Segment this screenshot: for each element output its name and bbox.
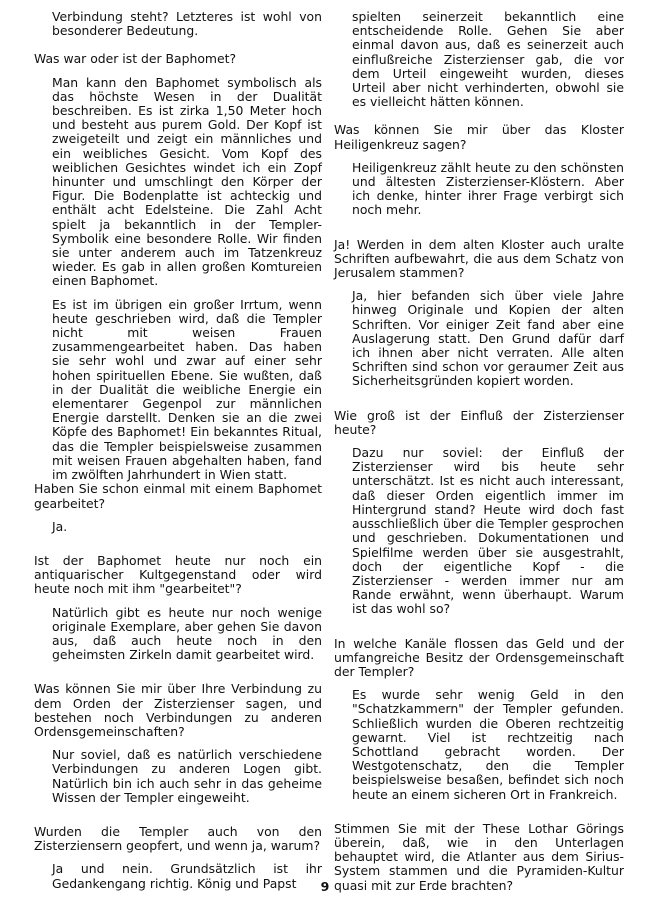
- answer-ancient-scripts: Ja, hier befanden sich über viele Jahre hinweg Originale und Kopien der alten Schriften. Vor einiger Zeit fand aber eine Auslagerung statt. Den Grund dafür darf ich ihnen aber nicht verraten. Alle alten Schriften sind schon vor geraumer Zeit aus Sicherheitsgründen kopiert worden.: [352, 288, 624, 389]
- paragraph-continuation: Verbindung steht? Letzteres ist wohl von besonderer Bedeutung.: [52, 9, 322, 39]
- right-column: [334, 10, 624, 893]
- left-column: [34, 10, 322, 891]
- answer-yes: Ja.: [52, 518, 68, 534]
- answer-templars-sacrificed: Ja und nein. Grundsätzlich ist ihr Gedankengang richtig. König und Papst: [52, 861, 322, 891]
- answer-heiligenkreuz: Heiligenkreuz zählt heute zu den schönsten und ältesten Zisterzienser-Klöstern. Aber ich denke, hinter ihrer Frage verbirgt sich noch mehr.: [352, 159, 624, 218]
- paragraph-continuation-right: spielten seinerzeit bekanntlich eine entscheidende Rolle. Gehen Sie aber einmal davon aus, daß es seinerzeit auch einflußreiche Zisterzienser gab, die vor dem Urteil eingeweiht wurden, dieses Urteil aber nicht verhinderten, obwohl sie es vielleicht hätten können.: [352, 9, 624, 110]
- answer-baphomet-2: Es ist im übrigen ein großer Irrtum, wenn heute geschrieben wird, daß die Templer nicht mit weisen Frauen zusammengearbeitet haben. Das haben sie sehr wohl und zwar auf einer sehr hohen spirituellen Ebene. Sie wußten, daß in der Dualität die weibliche Energie ein elementarer Gegenpol zur männlichen Energie darstellt. Denken sie an die zwei Köpfe des Baphomet! Ein bekanntes Ritual, das die Templer beispielsweise zusammen mit weisen Frauen abgehalten haben, fand im zwölften Jahrhundert in Wien statt.: [52, 296, 322, 483]
- question-cistercian-connection: Was können Sie mir über Ihre Verbindung zu dem Orden der Zisterzienser sagen, und bestehen noch Verbindungen zu anderen Ordensgemeinschaften?: [34, 681, 322, 739]
- question-cistercian-influence: Wie groß ist der Einfluß der Zisterzienser heute?: [334, 407, 624, 437]
- page-number: 9: [320, 879, 330, 894]
- question-ancient-scripts: Ja! Werden in dem alten Kloster auch uralte Schriften aufbewahrt, die aus dem Schatz von Jerusalem stammen?: [334, 236, 624, 281]
- question-goering-thesis: Stimmen Sie mit der These Lothar Görings überein, daß, wie in den Unterlagen behauptet wird, die Atlanter aus dem Sirius-System stammen und die Pyramiden-Kultur quasi mit zur Erde brachten?: [334, 820, 624, 893]
- answer-baphomet-today: Natürlich gibt es heute nur noch wenige originale Exemplare, aber gehen Sie davon aus, daß auch heute noch in den geheimsten Zirkeln damit gearbeitet wird.: [52, 604, 322, 663]
- answer-cistercian-influence: Dazu nur soviel: der Einfluß der Zisterzienser wird bis heute sehr unterschätzt. Ist es nicht auch interessant, daß dieser Orden eigentlich immer im Hintergrund stand? Heute wird doch fast ausschließlich über die Templer gesprochen und geschrieben. Dokumentationen und Spielfilme werden über sie ausgestrahlt, doch der eigentliche Kopf - die Zisterzienser - werden immer nur am Rande erwähnt, wenn überhaupt. Warum ist das wohl so?: [352, 445, 624, 617]
- question-templar-wealth: In welche Kanäle flossen das Geld und der umfangreiche Besitz der Ordensgemeinschaft der Templer?: [334, 635, 624, 679]
- answer-cistercian-connection: Nur soviel, daß es natürlich verschiedene Verbindungen zu anderen Logen gibt. Natürlich bin ich auch sehr in das geheime Wissen der Templer eingeweiht.: [52, 747, 322, 805]
- question-worked-with-baphomet: Haben Sie schon einmal mit einem Baphomet gearbeitet?: [34, 481, 322, 511]
- question-baphomet: Was war oder ist der Baphomet?: [34, 51, 237, 67]
- question-templars-sacrificed: Wurden die Templer auch von den Zisterziensern geopfert, und wenn ja, warum?: [34, 823, 322, 854]
- answer-baphomet-1: Man kann den Baphomet symbolisch als das höchste Wesen in der Dualität beschreiben. Es ist zirka 1,50 Meter hoch und besteht aus purem Gold. Der Kopf ist zweigeteilt und zeigt ein männliches und ein weibliches Gesicht. Vom Kopf des weiblichen Gesichtes windet ich ein Zopf hinunter und umschlingt den Körper der Figur. Die Bodenplatte ist achteckig und enthält acht Edelsteine. Die Zahl Acht spielt ja bekanntlich in der Templer-Symbolik eine besondere Rolle. Wir finden sie unter anderem auch im Tatzenkreuz wieder. Es gab in allen großen Komtureien einen Baphomet.: [52, 74, 322, 289]
- question-heiligenkreuz: Was können Sie mir über das Kloster Heiligenkreuz sagen?: [334, 122, 624, 152]
- answer-templar-wealth: Es wurde sehr wenig Geld in den "Schatzkammern" der Templer gefunden. Schließlich wurden die Oberen rechtzeitig gewarnt. Viel ist rechtzeitig nach Schottland gebracht worden. Der Westgotenschatz, den die Templer beispielsweise besaßen, befindet sich noch heute an einem sicheren Ort in Frankreich.: [352, 687, 624, 802]
- question-baphomet-today: Ist der Baphomet heute nur noch ein antiquarischer Kultgegenstand oder wird heute noch mit ihm "gearbeitet"?: [34, 552, 322, 597]
